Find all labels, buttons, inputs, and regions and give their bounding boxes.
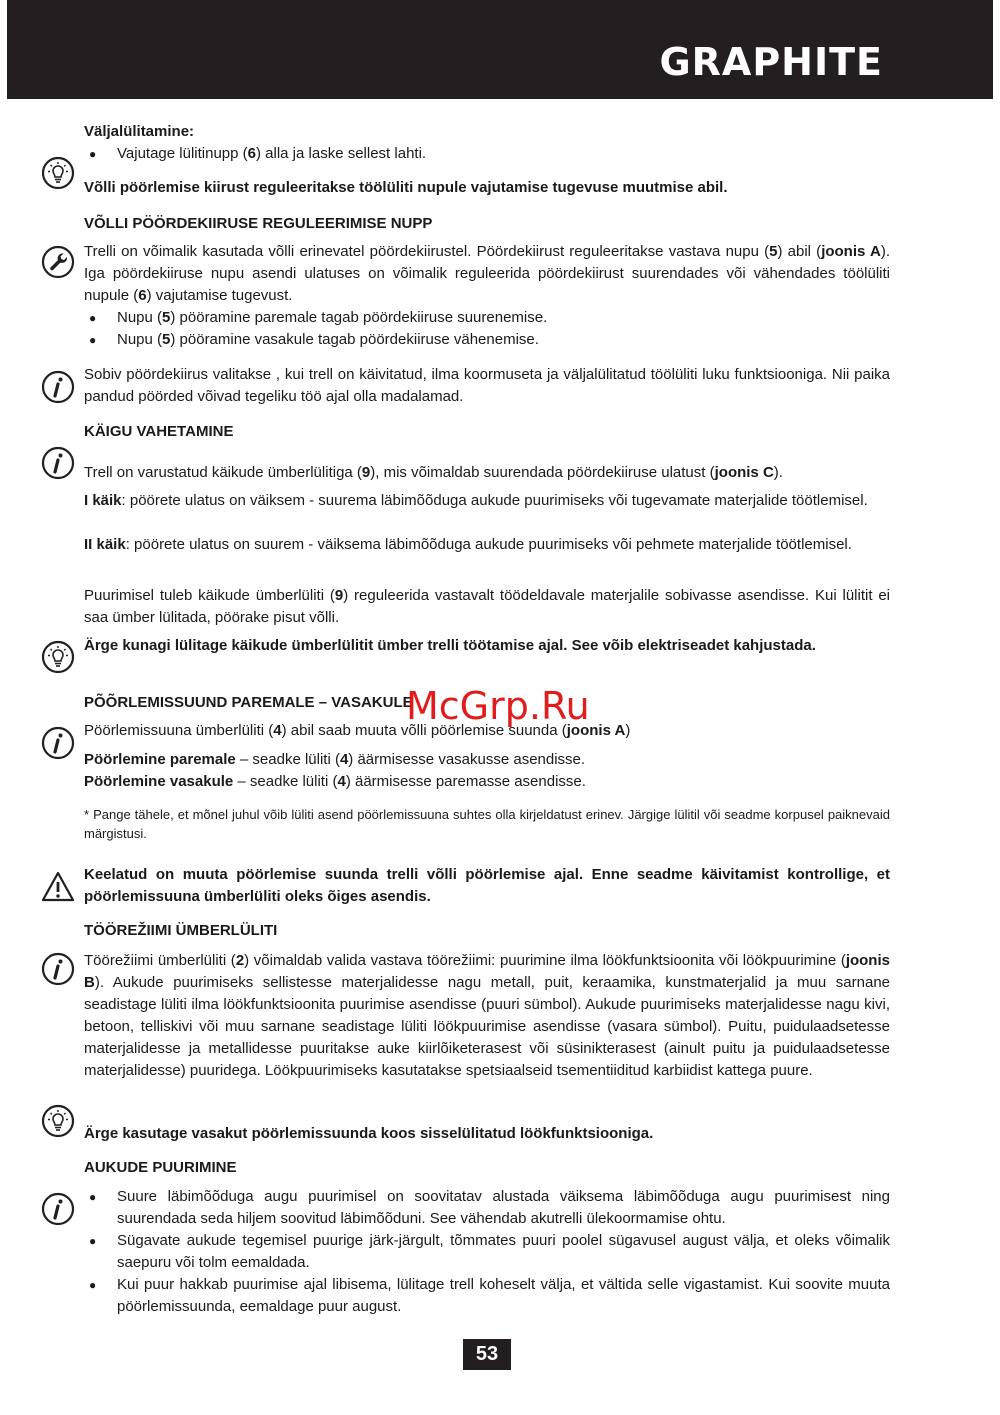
tip-text: Ärge kasutage vasakut pöörlemissuunda koos sisselülitatud löökfunktsiooniga. — [84, 1125, 654, 1142]
warning-icon — [41, 870, 75, 904]
paragraph: II käik: pöörete ulatus on suurem - väiksema läbimõõduga aukude puurimiseks või pehmete materjalide töötlemisel. — [84, 536, 852, 553]
section-heading: TÖÖREŽIIMI ÜMBERLÜLITI — [84, 922, 278, 939]
footnote: * Pange tähele, et mõnel juhul võib lüliti asend pöörlemissuuna suhtes olla kirjeldatust erinev. Järgige lülitil või seadme korpusel paiknevaid märgistusi. — [84, 807, 890, 841]
section-heading: VÕLLI PÖÖRDEKIIRUSE REGULEERIMISE NUPP — [84, 215, 433, 232]
section-heading: KÄIGU VAHETAMINE — [84, 423, 234, 440]
lightbulb-icon — [41, 156, 75, 190]
info-icon — [41, 1192, 75, 1226]
section-heading: PÕÕRLEMISSUUND PAREMALE – VASAKULE — [84, 694, 413, 711]
brand-logo: GRAPHITE — [659, 40, 883, 84]
paragraph: Trell on varustatud käikude ümberlülitiga (9), mis võimaldab suurendada pöördekiiruse ulatust (joonis C). — [84, 464, 783, 481]
switch-off-section — [84, 121, 890, 165]
warning-text: Keelatud on muuta pöörlemise suunda trelli võlli pöörlemise ajal. Enne seadme käivitamist kontrollige, et pöörlemissuuna ümberlüliti oleks õiges asendis. — [84, 866, 890, 905]
bullet-list — [84, 143, 890, 165]
watermark: McGrp.Ru — [406, 684, 590, 728]
header-bar — [7, 0, 993, 99]
bullet-list — [84, 1186, 890, 1318]
paragraph: Pöörlemine vasakule – seadke lüliti (4) äärmisesse paremasse asendisse. — [84, 773, 586, 790]
info-icon — [41, 370, 75, 404]
paragraph: Töörežiimi ümberlüliti (2) võimaldab valida vastava töörežiimi: puurimine ilma löökfunktsioonita või löökpuurimine (joonis B). Aukude puurimiseks sellistesse materjalidesse nagu metall, puit, keraamika, kunstmaterjalid ja muu sarnane seadistage lüliti ilma löökfunktsioonita puurimise asendisse (puuri sümbol). Aukude puurimiseks materjalidesse nagu kivi, betoon, telliskivi või muu sarnane seadistage lüliti löökpuurimise asendisse (vasara sümbol). Puitu, puidulaadsetesse materjalidesse ja metallidesse puuritakse auke kiirlõiketerasest või süsinikterasest (ainult puitu ja puidulaadsetesse materjalidesse) puuridega. Löökpuurimiseks kasutatakse spetsiaalseid tsementiiditud karbiidist kattega puure. — [84, 952, 890, 1079]
section-heading: Väljalülitamine: — [84, 123, 195, 140]
bullet-list — [84, 307, 890, 351]
tip-text: Võlli pöörlemise kiirust reguleeritakse töölüliti nupule vajutamise tugevuse muutmise abil. — [84, 179, 728, 196]
list-item: ● Sügavate aukude tegemisel puurige järk-järgult, tõmmates puuri poolel sügavusel august välja, et oleks võimalik saepuru või tolm eemaldada. — [84, 1230, 890, 1274]
paragraph: Trelli on võimalik kasutada võlli erinevatel pöördekiirustel. Pöördekiirust reguleeritakse vastava nupu (5) abil (joonis A). Iga pöördekiiruse nupu asendi ulatuses on võimalik reguleerida pöördekiirust suurendades või vähendades töölüliti nupule (6) vajutamise tugevust. — [84, 243, 890, 304]
list-item: ● Nupu (5) pööramine vasakule tagab pöördekiiruse vähenemise. — [84, 329, 890, 351]
section-heading: AUKUDE PUURIMINE — [84, 1159, 237, 1176]
info-text: Sobiv pöördekiirus valitakse , kui trell on käivitatud, ilma koormuseta ja väljalülitatud töölüliti luku funktsiooniga. Nii paika pandud pöörded võivad tegeliku töö ajal olla madalamad. — [84, 366, 890, 405]
list-item: ● Kui puur hakkab puurimise ajal libisema, lülitage trell koheselt välja, et vältida selle vigastamist. Kui soovite muuta pöörlemissuunda, eemaldage puur august. — [84, 1274, 890, 1318]
wrench-icon — [41, 245, 75, 279]
list-item: ● Vajutage lülitinupp (6) alla ja laske sellest lahti. — [84, 143, 890, 165]
info-icon — [41, 726, 75, 760]
list-item: ● Suure läbimõõduga augu puurimisel on soovitatav alustada väiksema läbimõõduga augu puurimisest ning suurendada seda hiljem soovitud läbimõõduni. See vähendab akutrelli ülekoormamise ohtu. — [84, 1186, 890, 1230]
page-number: 53 — [463, 1339, 511, 1370]
lightbulb-icon — [41, 1104, 75, 1138]
paragraph: Pöörlemine paremale – seadke lüliti (4) äärmisesse vasakusse asendisse. — [84, 751, 586, 768]
info-icon — [41, 446, 75, 480]
tip-text: Ärge kunagi lülitage käikude ümberlülitit ümber trelli töötamise ajal. See võib elektriseadet kahjustada. — [84, 637, 816, 654]
info-icon — [41, 952, 75, 986]
lightbulb-icon — [41, 640, 75, 674]
paragraph: Puurimisel tuleb käikude ümberlüliti (9) reguleerida vastavalt töödeldavale materjalile sobivasse asendisse. Kui lülitit ei saa ümber lülitada, pöörake pisut võlli. — [84, 587, 890, 626]
paragraph: I käik: pöörete ulatus on väiksem - suurema läbimõõduga aukude puurimiseks või tugevamate materjalide töötlemisel. — [84, 492, 868, 509]
list-item: ● Nupu (5) pööramine paremale tagab pöördekiiruse suurenemise. — [84, 307, 890, 329]
paragraph: Pöörlemissuuna ümberlüliti (4) abil saab muuta võlli pöörlemise suunda (joonis A) — [84, 722, 631, 739]
